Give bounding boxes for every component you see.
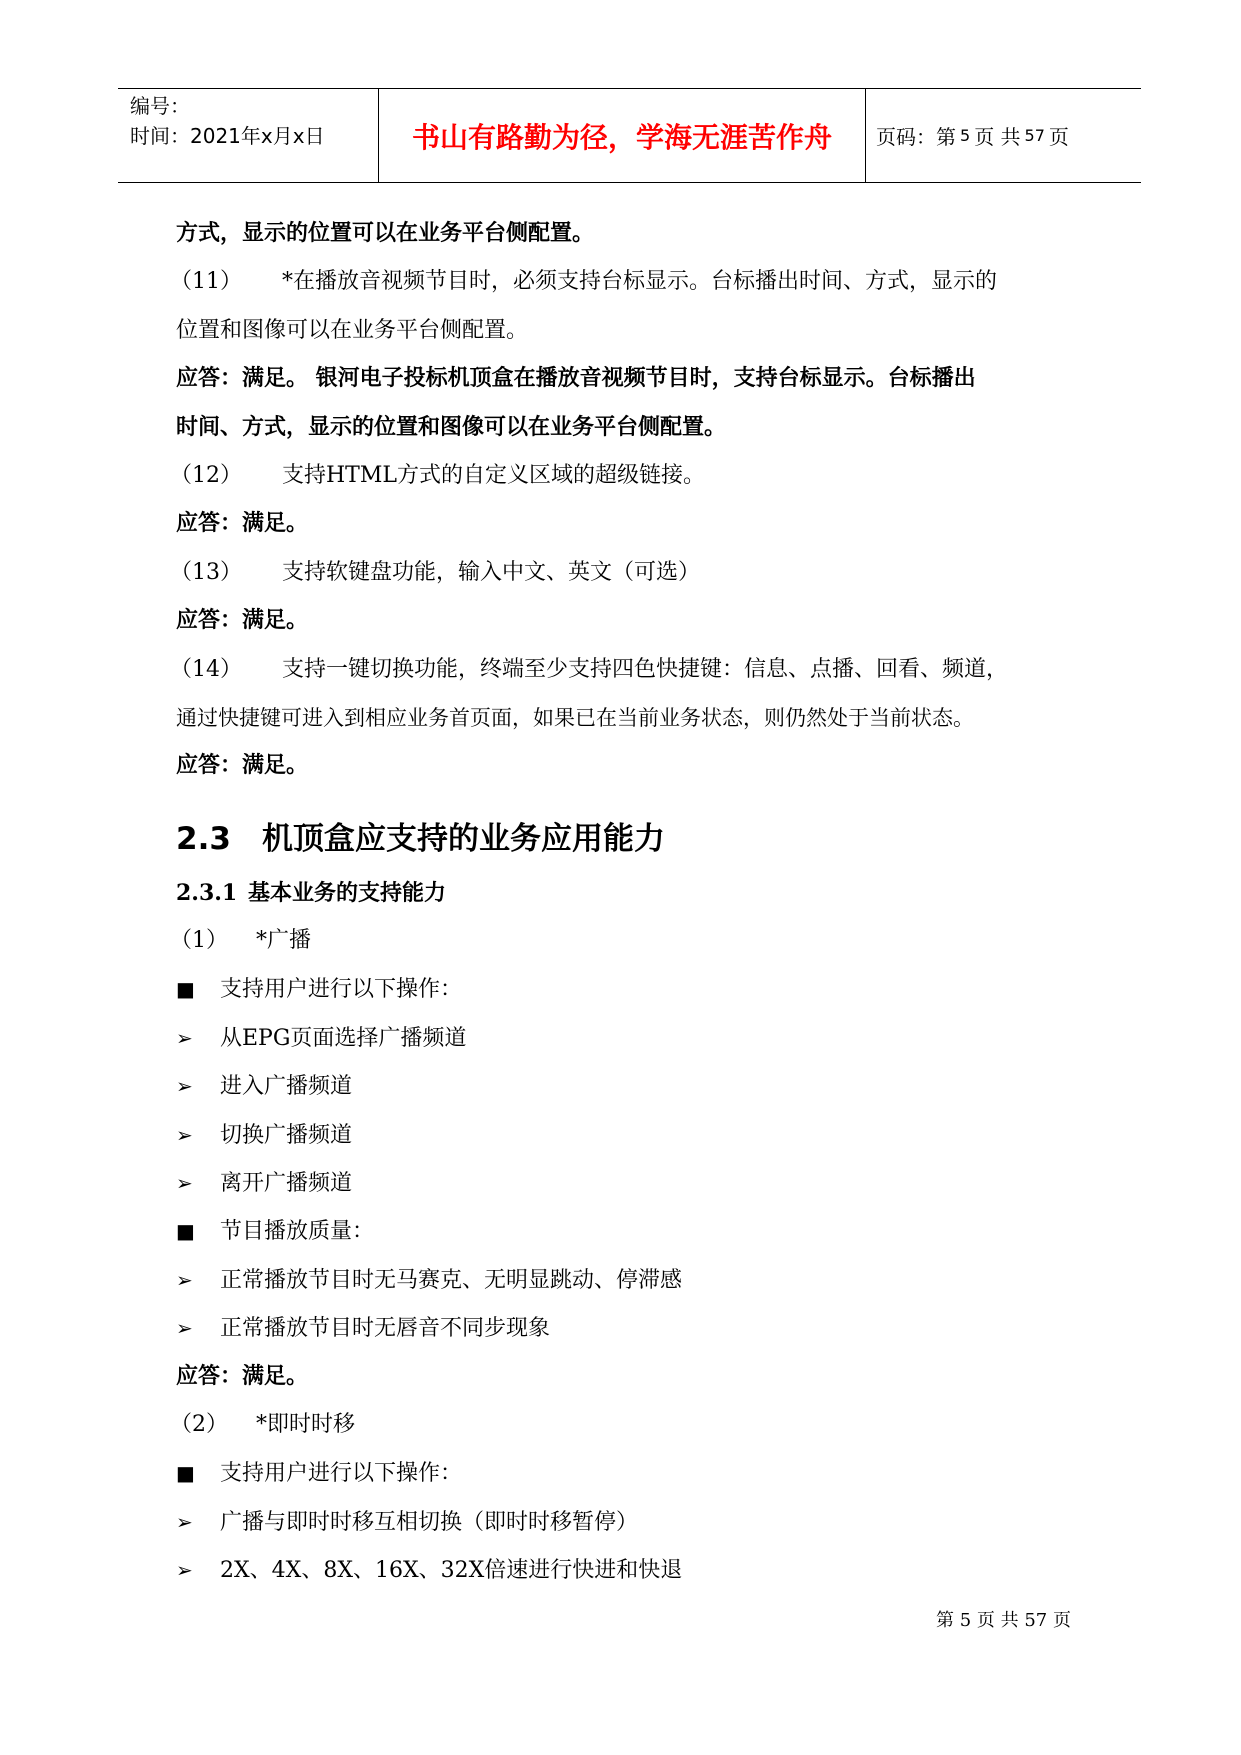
arrow-item bbox=[176, 1498, 1096, 1546]
page-total: 57 bbox=[1024, 126, 1045, 145]
bullet-text: 支持用户进行以下操作： bbox=[220, 1461, 463, 1487]
item-index: （1） bbox=[170, 928, 228, 954]
bullet-item bbox=[176, 1449, 1096, 1497]
answer-line: 应答：满足。 bbox=[176, 511, 309, 537]
document-body bbox=[170, 210, 1096, 1595]
arrow-text: 广播与即时时移互相切换（即时时移暂停） bbox=[220, 1509, 639, 1535]
arrow-bullet-icon: ➢ bbox=[176, 1558, 193, 1583]
arrow-item bbox=[176, 1111, 1096, 1159]
item-index: （11） bbox=[170, 269, 242, 295]
item-text: *广播 bbox=[256, 928, 312, 954]
arrow-text: 正常播放节目时无马赛克、无明显跳动、停滞感 bbox=[220, 1267, 683, 1293]
item-text: *即时时移 bbox=[256, 1411, 356, 1437]
header-meta bbox=[130, 91, 325, 151]
square-bullet-icon: ■ bbox=[176, 1219, 195, 1244]
subsection-number: 2.3.1 bbox=[176, 879, 238, 906]
arrow-item bbox=[176, 1546, 1096, 1594]
list-item bbox=[170, 1401, 1096, 1449]
paragraph: 方式，显示的位置可以在业务平台侧配置。 bbox=[176, 221, 595, 246]
arrow-text: 离开广播频道 bbox=[220, 1171, 353, 1197]
arrow-item bbox=[176, 1014, 1096, 1062]
answer-line: 应答：满足。 银河电子投标机顶盒在播放音视频节目时，支持台标显示。台标播出 bbox=[176, 366, 976, 392]
arrow-item bbox=[176, 1062, 1096, 1110]
answer-line: 应答：满足。 bbox=[176, 1363, 309, 1389]
square-bullet-icon: ■ bbox=[176, 977, 195, 1002]
arrow-text: 正常播放节目时无唇音不同步现象 bbox=[220, 1316, 551, 1342]
arrow-text: 进入广播频道 bbox=[220, 1074, 353, 1100]
subsection-title: 基本业务的支持能力 bbox=[248, 880, 447, 906]
arrow-text: 从EPG页面选择广播频道 bbox=[220, 1025, 467, 1051]
page-footer: 第 5 页 共 57 页 bbox=[936, 1610, 1071, 1631]
page-current: 5 bbox=[960, 126, 971, 145]
arrow-bullet-icon: ➢ bbox=[176, 1074, 193, 1099]
item-text: *在播放音视频节目时，必须支持台标显示。台标播出时间、方式，显示的 bbox=[282, 269, 998, 295]
arrow-text: 2X、4X、8X、16X、32X倍速进行快进和快退 bbox=[220, 1558, 683, 1584]
arrow-item bbox=[176, 1304, 1096, 1352]
header-motto-cell bbox=[378, 89, 866, 182]
bullet-item bbox=[176, 965, 1096, 1013]
page-header bbox=[118, 88, 1141, 183]
doc-time-label: 时间：2021年x月x日 bbox=[130, 124, 325, 148]
arrow-bullet-icon: ➢ bbox=[176, 1122, 193, 1147]
item-index: （12） bbox=[170, 462, 242, 488]
page-prefix: 页码：第 bbox=[876, 125, 956, 149]
list-item bbox=[170, 452, 1096, 500]
arrow-item bbox=[176, 1159, 1096, 1207]
subsection-heading bbox=[176, 869, 1096, 917]
list-item bbox=[170, 917, 1096, 965]
section-heading bbox=[176, 809, 1096, 869]
arrow-bullet-icon: ➢ bbox=[176, 1025, 193, 1050]
item-text: 支持一键切换功能，终端至少支持四色快捷键：信息、点播、回看、频道， bbox=[282, 656, 1009, 682]
answer-line: 时间、方式，显示的位置和图像可以在业务平台侧配置。 bbox=[176, 414, 727, 440]
section-title: 机顶盒应支持的业务应用能力 bbox=[262, 820, 665, 857]
header-motto: 书山有路勤为径，学海无涯苦作舟 bbox=[411, 120, 832, 154]
answer-line: 应答：满足。 bbox=[176, 753, 309, 779]
item-index: （14） bbox=[170, 656, 242, 682]
arrow-bullet-icon: ➢ bbox=[176, 1316, 193, 1341]
bullet-text: 节目播放质量： bbox=[220, 1219, 375, 1245]
bullet-text: 支持用户进行以下操作： bbox=[220, 977, 463, 1003]
item-text: 支持软键盘功能，输入中文、英文（可选） bbox=[282, 559, 701, 585]
arrow-bullet-icon: ➢ bbox=[176, 1267, 193, 1292]
doc-number-label: 编号： bbox=[130, 94, 190, 118]
item-index: （2） bbox=[170, 1411, 228, 1437]
item-index: （13） bbox=[170, 559, 242, 585]
answer-line: 应答：满足。 bbox=[176, 608, 309, 634]
header-page-info bbox=[876, 89, 1069, 182]
list-item bbox=[170, 258, 1096, 306]
page-middle: 页 共 bbox=[974, 125, 1021, 149]
item-text-continued: 通过快捷键可进入到相应业务首页面，如果已在当前业务状态，则仍然处于当前状态。 bbox=[176, 705, 974, 730]
list-item bbox=[170, 646, 1096, 694]
arrow-bullet-icon: ➢ bbox=[176, 1509, 193, 1534]
bullet-item bbox=[176, 1207, 1096, 1255]
item-text: 支持HTML方式的自定义区域的超级链接。 bbox=[282, 462, 705, 488]
section-number: 2.3 bbox=[176, 820, 231, 857]
list-item bbox=[170, 549, 1096, 597]
page-suffix: 页 bbox=[1048, 125, 1069, 149]
arrow-text: 切换广播频道 bbox=[220, 1122, 353, 1148]
item-text-continued: 位置和图像可以在业务平台侧配置。 bbox=[176, 317, 529, 343]
square-bullet-icon: ■ bbox=[176, 1461, 195, 1486]
arrow-item bbox=[176, 1256, 1096, 1304]
arrow-bullet-icon: ➢ bbox=[176, 1171, 193, 1196]
